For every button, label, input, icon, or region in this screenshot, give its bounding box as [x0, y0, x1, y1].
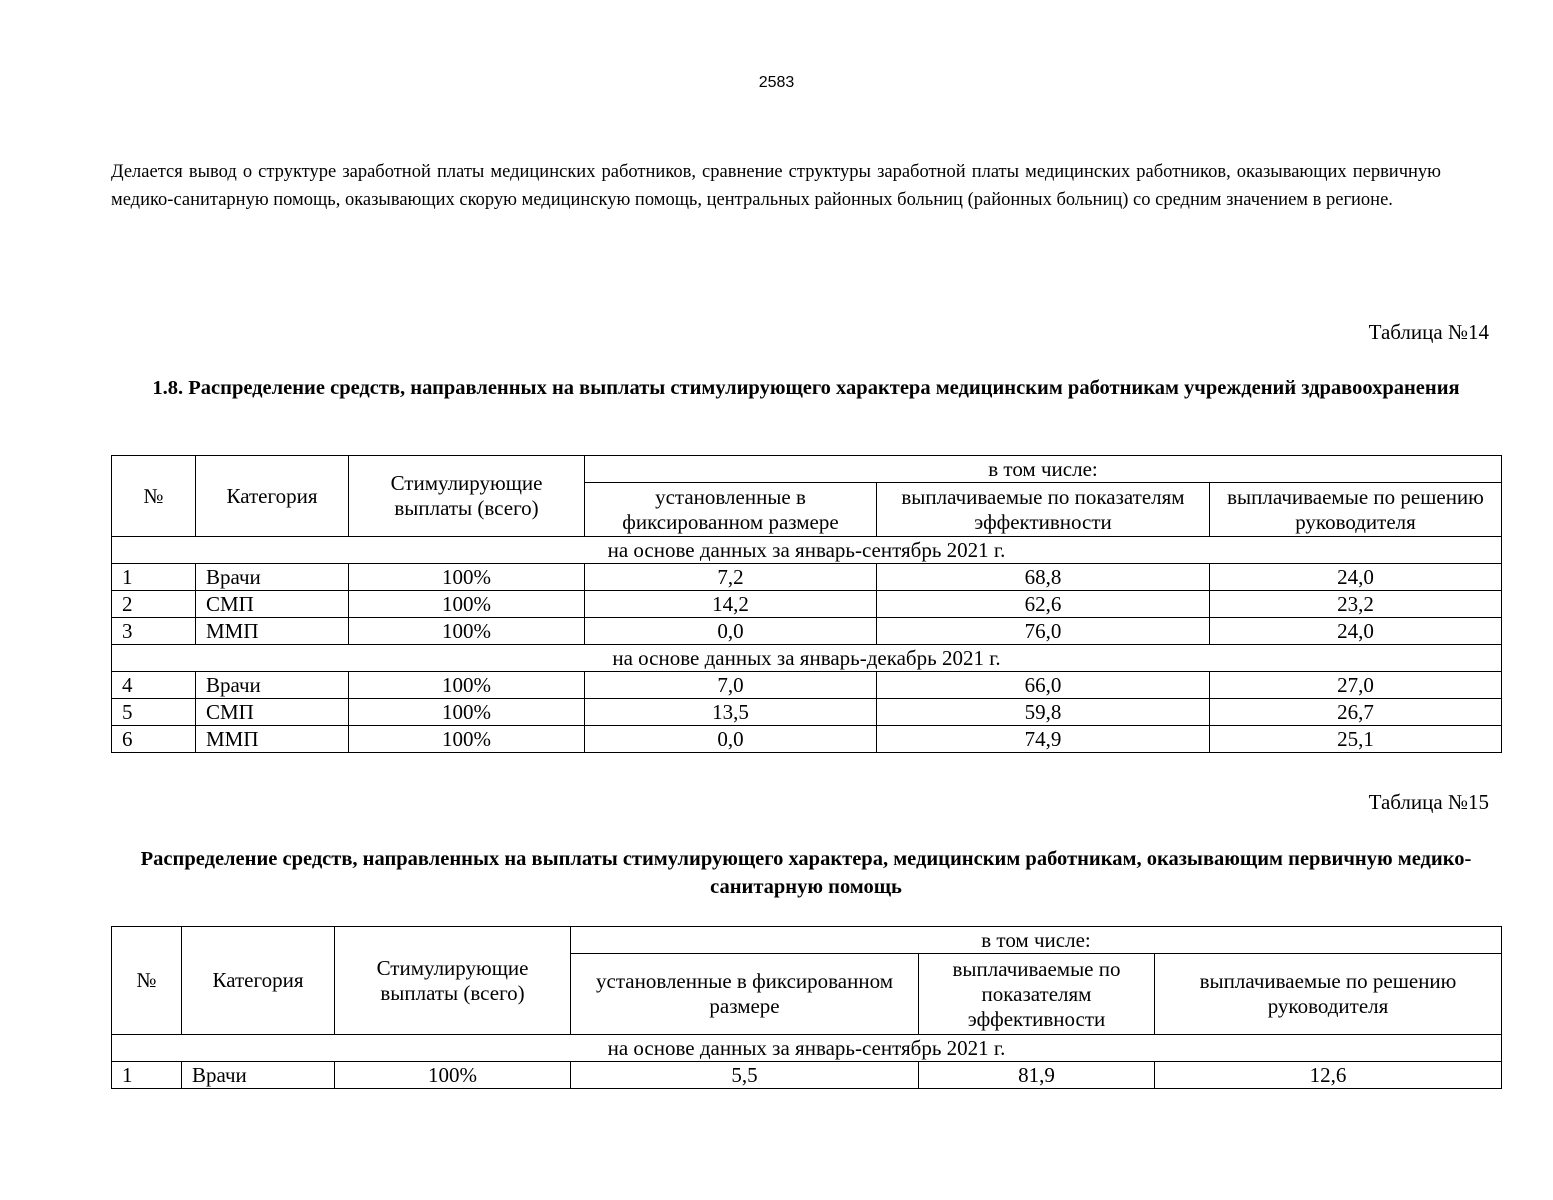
table-row: [112, 699, 1502, 726]
row-num: 4: [112, 672, 196, 699]
table14-header-row: [112, 456, 1502, 483]
page-number: 2583: [758, 74, 795, 91]
table15-header-efficiency: выплачиваемые по показателям эффективности: [919, 954, 1155, 1035]
row-num: 6: [112, 726, 196, 753]
row-category: Врачи: [196, 672, 349, 699]
row-manager: 12,6: [1155, 1062, 1502, 1089]
table14-group-row: [112, 645, 1502, 672]
table14-header-fixed: установленные в фиксированном размере: [585, 483, 877, 537]
row-total: 100%: [335, 1062, 571, 1089]
row-total: 100%: [349, 726, 585, 753]
row-num: 1: [112, 564, 196, 591]
row-fixed: 0,0: [585, 726, 877, 753]
table-row: [112, 591, 1502, 618]
row-manager: 27,0: [1210, 672, 1502, 699]
row-num: 3: [112, 618, 196, 645]
table14-title: 1.8. Распределение средств, направленных на выплаты стимулирующего характера медицинским работникам учреждений здравоохранения: [152, 377, 1460, 399]
row-efficiency: 59,8: [877, 699, 1210, 726]
row-num: 5: [112, 699, 196, 726]
row-fixed: 13,5: [585, 699, 877, 726]
row-category: ММП: [196, 726, 349, 753]
table15-header-fixed: установленные в фиксированном размере: [571, 954, 919, 1035]
table14-header-including: в том числе:: [585, 456, 1502, 483]
row-efficiency: 66,0: [877, 672, 1210, 699]
table14-header-num: №: [112, 456, 196, 537]
row-efficiency: 76,0: [877, 618, 1210, 645]
table15-header-total: Стимулирующие выплаты (всего): [335, 927, 571, 1035]
table15-header-category: Категория: [182, 927, 335, 1035]
row-fixed: 0,0: [585, 618, 877, 645]
table-row: [112, 726, 1502, 753]
row-total: 100%: [349, 672, 585, 699]
table-row: [112, 618, 1502, 645]
table14-group-row: [112, 537, 1502, 564]
table14-header-total: Стимулирующие выплаты (всего): [349, 456, 585, 537]
row-total: 100%: [349, 564, 585, 591]
row-manager: 23,2: [1210, 591, 1502, 618]
table14-group-label: на основе данных за январь-декабрь 2021 г.: [112, 645, 1502, 672]
table15: [111, 926, 1502, 1089]
row-total: 100%: [349, 591, 585, 618]
table15-caption: Таблица №15: [1368, 790, 1489, 814]
intro-paragraph: Делается вывод о структуре заработной платы медицинских работников, сравнение структуры заработной платы медицинских работников, оказывающих первичную медико-санитарную помощь, оказывающих скорую медицинскую помощь, центральных районных больниц (районных больниц) со средним значением в регионе.: [111, 162, 1441, 210]
table15-title: Распределение средств, направленных на выплаты стимулирующего характера, медицинским работникам, оказывающим первичную медико-санитарную помощь: [140, 848, 1472, 898]
row-category: СМП: [196, 699, 349, 726]
row-fixed: 7,0: [585, 672, 877, 699]
row-fixed: 14,2: [585, 591, 877, 618]
table15-group-label: на основе данных за январь-сентябрь 2021 г.: [112, 1035, 1502, 1062]
row-fixed: 7,2: [585, 564, 877, 591]
row-category: Врачи: [182, 1062, 335, 1089]
table15-header-num: №: [112, 927, 182, 1035]
row-efficiency: 74,9: [877, 726, 1210, 753]
row-total: 100%: [349, 618, 585, 645]
table15-group-row: [112, 1035, 1502, 1062]
row-manager: 25,1: [1210, 726, 1502, 753]
row-efficiency: 68,8: [877, 564, 1210, 591]
table15-header-manager: выплачиваемые по решению руководителя: [1155, 954, 1502, 1035]
table14: [111, 455, 1502, 753]
table15-header-including: в том числе:: [571, 927, 1502, 954]
table14-header-category: Категория: [196, 456, 349, 537]
table14-header-manager: выплачиваемые по решению руководителя: [1210, 483, 1502, 537]
table14-group-label: на основе данных за январь-сентябрь 2021 г.: [112, 537, 1502, 564]
row-fixed: 5,5: [571, 1062, 919, 1089]
row-category: СМП: [196, 591, 349, 618]
row-manager: 26,7: [1210, 699, 1502, 726]
table-row: [112, 1062, 1502, 1089]
row-efficiency: 62,6: [877, 591, 1210, 618]
row-manager: 24,0: [1210, 618, 1502, 645]
table14-caption: Таблица №14: [1368, 320, 1489, 344]
table14-header-efficiency: выплачиваемые по показателям эффективности: [877, 483, 1210, 537]
row-num: 1: [112, 1062, 182, 1089]
table-row: [112, 672, 1502, 699]
row-total: 100%: [349, 699, 585, 726]
row-efficiency: 81,9: [919, 1062, 1155, 1089]
row-num: 2: [112, 591, 196, 618]
row-category: Врачи: [196, 564, 349, 591]
table-row: [112, 564, 1502, 591]
row-category: ММП: [196, 618, 349, 645]
table15-header-row: [112, 927, 1502, 954]
row-manager: 24,0: [1210, 564, 1502, 591]
